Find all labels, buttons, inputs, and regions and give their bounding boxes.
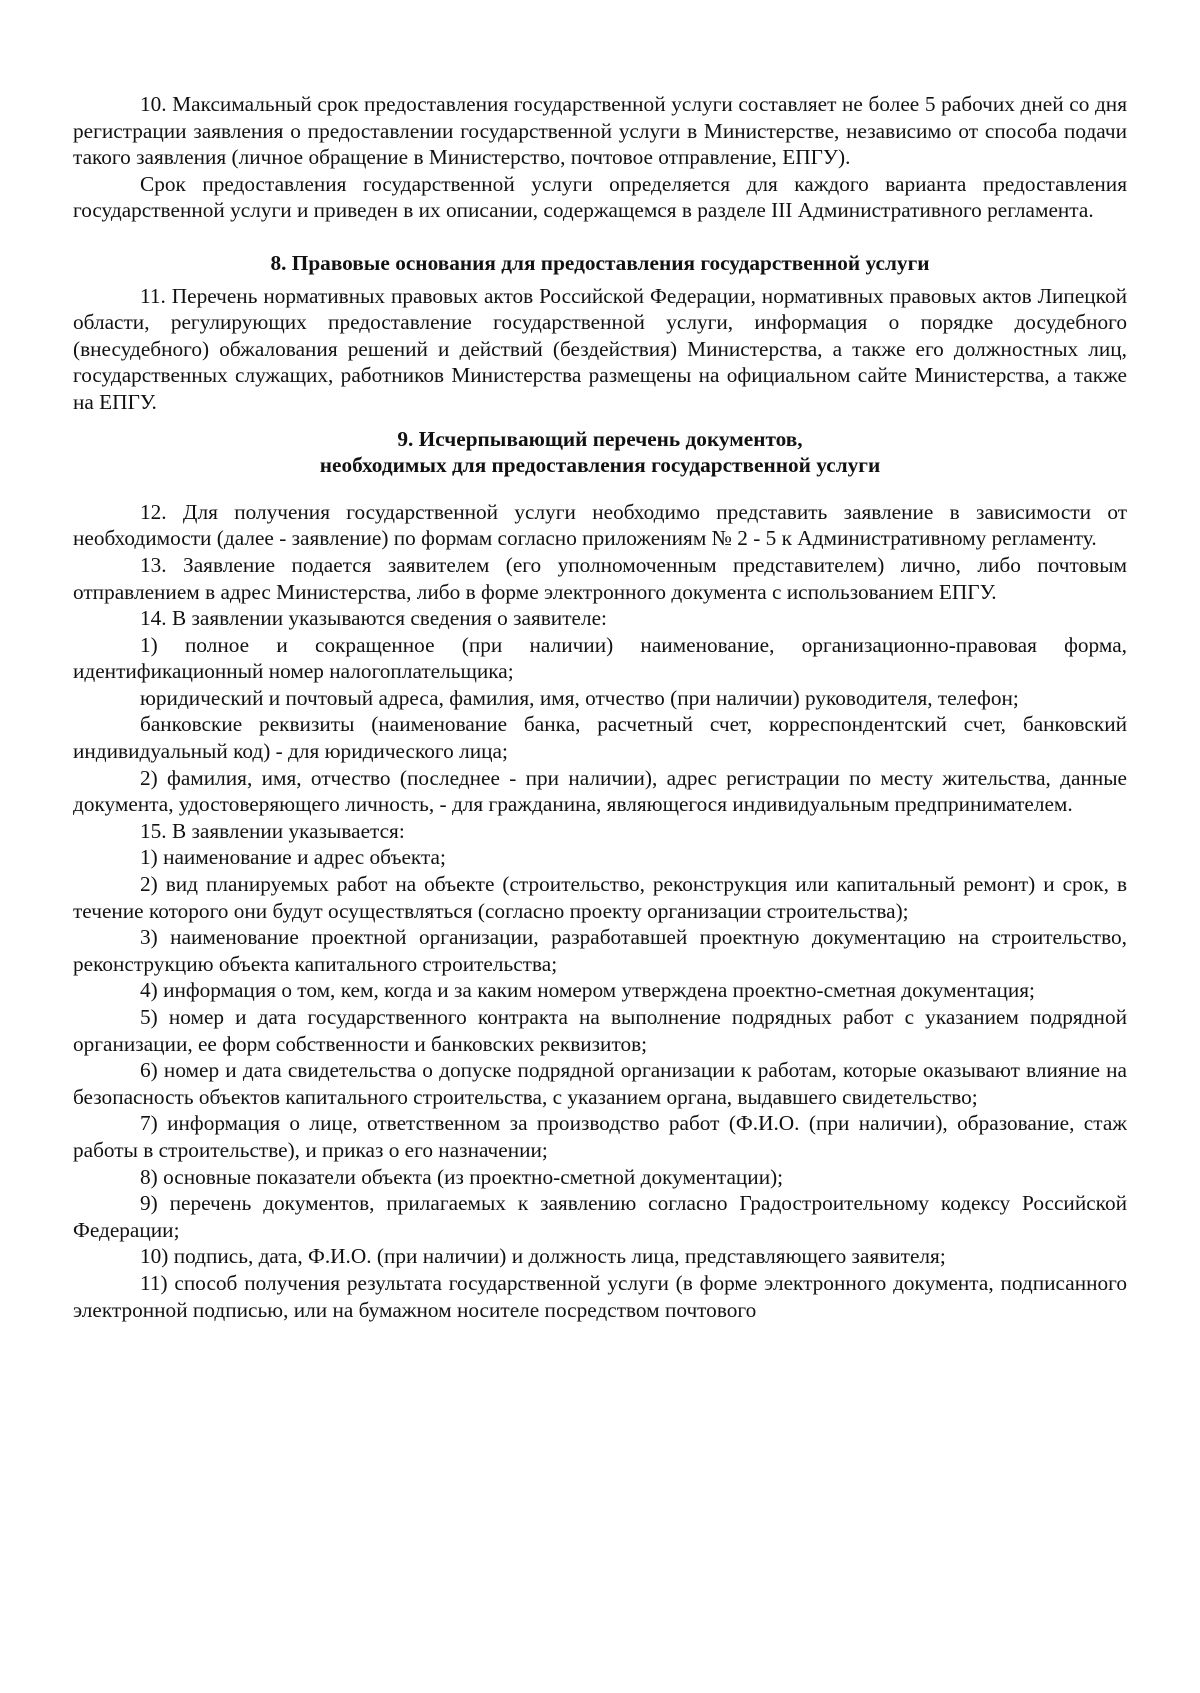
section-9-heading: [73, 426, 1127, 479]
list-item-14-1-addresses: юридический и почтовый адреса, фамилия, имя, отчество (при наличии) руководителя, телефон;: [140, 685, 1019, 710]
list-item-15-9: 9) перечень документов, прилагаемых к заявлению согласно Градостроительному кодексу Российской Федерации;: [73, 1191, 1127, 1242]
list-item-15-3: 3) наименование проектной организации, разработавшей проектную документацию на строительство, реконструкцию объекта капитального строительства;: [73, 925, 1127, 976]
list-item-14-1-bank: банковские реквизиты (наименование банка, расчетный счет, корреспондентский счет, банковский индивидуальный код) - для юридического лица;: [73, 712, 1127, 764]
section-9-heading-line2: необходимых для предоставления государственной услуги: [319, 453, 881, 478]
paragraph-12: 12. Для получения государственной услуги необходимо представить заявление в зависимости от необходимости (далее - заявление) по формам согласно приложениям № 2 - 5 к Административному регламенту.: [73, 499, 1127, 551]
paragraph-13: 13. Заявление подается заявителем (его уполномоченным представителем) лично, либо почтовым отправлением в адрес Министерства, либо в форме электронного документа с использованием ЕПГУ.: [73, 552, 1127, 604]
paragraph-15: 15. В заявлении указывается:: [140, 818, 405, 843]
list-item-15-4: 4) информация о том, кем, когда и за каким номером утверждена проектно-сметная документация;: [140, 978, 1035, 1003]
list-item-15-11: 11) способ получения результата государственной услуги (в форме электронного документа, подписанного электронной подписью, или на бумажном носителе посредством почтового: [73, 1270, 1127, 1322]
list-item-15-10: 10) подпись, дата, Ф.И.О. (при наличии) и должность лица, представляющего заявителя;: [140, 1244, 946, 1269]
list-item-15-8: 8) основные показатели объекта (из проектно-сметной документации);: [140, 1164, 784, 1189]
list-item-15-2: 2) вид планируемых работ на объекте (строительство, реконструкция или капитальный ремонт) и срок, в течение которого они будут осуществляться (согласно проекту организации строительства);: [73, 872, 1127, 923]
list-item-14-2: 2) фамилия, имя, отчество (последнее - при наличии), адрес регистрации по месту жительства, данные документа, удостоверяющего личность, - для гражданина, являющегося индивидуальным предпринимателем.: [73, 765, 1127, 817]
list-item-15-1: 1) наименование и адрес объекта;: [140, 845, 446, 870]
list-item-15-5: 5) номер и дата государственного контракта на выполнение подрядных работ с указанием подрядной организации, ее форм собственности и банковских реквизитов;: [73, 1005, 1127, 1056]
paragraph-14: 14. В заявлении указываются сведения о заявителе:: [140, 606, 607, 631]
list-item-15-7: 7) информация о лице, ответственном за производство работ (Ф.И.О. (при наличии), образование, стаж работы в строительстве), и приказ о его назначении;: [73, 1111, 1127, 1162]
paragraph-11: 11. Перечень нормативных правовых актов Российской Федерации, нормативных правовых актов Липецкой области, регулирующих предоставление государственной услуги, информация о порядке досудебного (внесудебного) обжалования решений и действий (бездействия) Министерства, а также его должностных лиц, государственных служащих, работников Министерства размещены на официальном сайте Министерства, а также на ЕПГУ.: [73, 283, 1127, 414]
list-item-14-1: 1) полное и сокращенное (при наличии) наименование, организационно-правовая форма, идентификационный номер налогоплательщика;: [73, 632, 1127, 684]
section-9-heading-line1: 9. Исчерпывающий перечень документов,: [397, 426, 803, 451]
list-item-15-6: 6) номер и дата свидетельства о допуске подрядной организации к работам, которые оказывают влияние на безопасность объектов капитального строительства, с указанием органа, выдавшего свидетельство;: [73, 1058, 1127, 1109]
paragraph-term: Срок предоставления государственной услуги определяется для каждого варианта предоставления государственной услуги и приведен в их описании, содержащемся в разделе III Административного регламента.: [73, 171, 1127, 223]
paragraph-10: 10. Максимальный срок предоставления государственной услуги составляет не более 5 рабочих дней со дня регистрации заявления о предоставлении государственной услуги в Министерстве, независимо от способа подачи такого заявления (личное обращение в Министерство, почтовое отправление, ЕПГУ).: [73, 92, 1127, 170]
section-8-heading: 8. Правовые основания для предоставления государственной услуги: [270, 250, 930, 275]
